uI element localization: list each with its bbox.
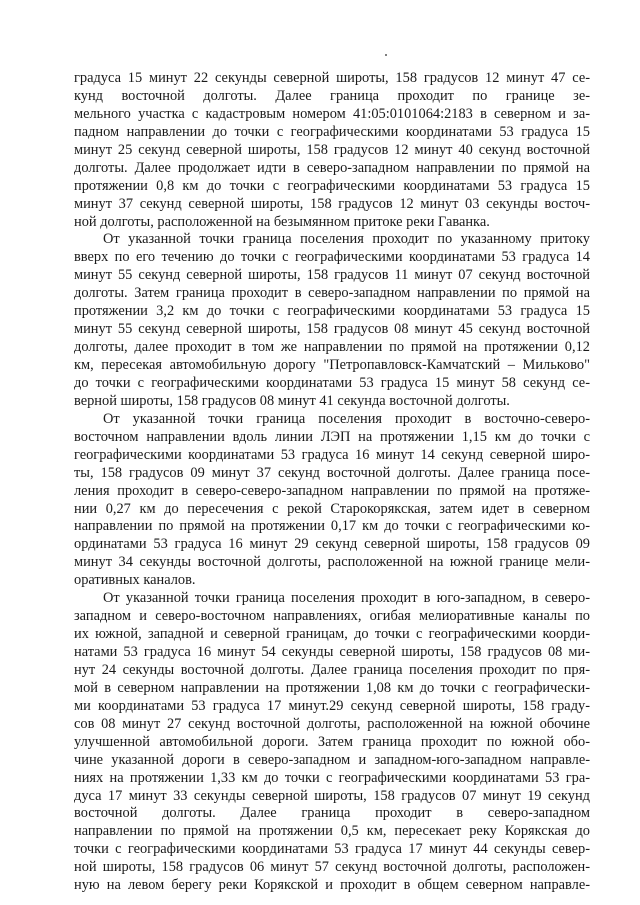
text-line: западном и северо-восточном направлениях, огибая мелиоративные каналы по	[74, 608, 590, 625]
text-line: долготы. Далее продолжает идти в северо-западном направлении по прямой на	[74, 159, 590, 176]
text-line: их южной, западной и северной границам, до точки с географическими коорди-	[74, 626, 590, 643]
text-line: восточном направлении вдоль линии ЛЭП на протяжении 1,15 км до точки с	[74, 428, 590, 445]
text-line: ниях на протяжении 1,33 км до точки с географическими координатами 53 гра-	[74, 769, 590, 786]
text-line: чине указанной дороги в северо-западном и западном-юго-западном направле-	[74, 751, 590, 768]
text-line: минут 55 секунд северной широты, 158 градусов 11 минут 07 секунд восточной	[74, 267, 590, 284]
text-line: натами 53 градуса 16 минут 54 секунды северной широты, 158 градусов 08 ми-	[74, 644, 590, 660]
text-line: долготы. Затем граница проходит в северо-западном направлении по прямой на	[74, 285, 590, 302]
text-line: протяжении 3,2 км до точки с географическими координатами 53 градуса 15	[74, 303, 590, 320]
text-line: восточной долготы. Далее граница проходит в северо-западном	[74, 805, 590, 822]
scan-speck	[385, 54, 387, 56]
text-line: минут 55 секунд северной широты, 158 градусов 08 минут 45 секунд восточной	[74, 321, 590, 338]
text-line: ления проходит в северо-северо-западном направлении по прямой на протяже-	[74, 482, 590, 499]
text-line: протяжении 0,8 км до точки с географическими координатами 53 градуса 15	[74, 177, 590, 194]
document-body	[74, 70, 590, 895]
text-line: ной широты, 158 градусов 06 минут 57 секунд восточной долготы, расположен-	[74, 859, 590, 876]
text-line: ты, 158 градусов 09 минут 37 секунд восточной долготы. Далее граница посе-	[74, 464, 590, 481]
paragraph	[74, 590, 590, 895]
text-line: вверх по его течению до точки с географическими координатами 53 градуса 14	[74, 249, 590, 266]
paragraph	[74, 231, 590, 410]
text-line: направлении по прямой на протяжении 0,17 км до точки с географическими ко-	[74, 518, 590, 535]
text-line: нут 24 секунды восточной долготы. Далее граница поселения проходит по пря-	[74, 661, 590, 678]
text-line: верной широты, 158 градусов 08 минут 41 секунда восточной долготы.	[74, 392, 510, 409]
text-line: оративных каналов.	[74, 572, 196, 589]
text-line: мой в северном направлении на протяжении 1,08 км до точки с географически-	[74, 679, 590, 696]
text-line: ную на левом берегу реки Корякской и проходит в общем северном направле-	[74, 877, 590, 894]
text-line: От указанной точки граница поселения проходит по указанному притоку	[103, 231, 590, 248]
text-line: сов 08 минут 27 секунд восточной долготы, расположенной на южной обочине	[74, 715, 590, 732]
text-line: ной долготы, расположенной на безымянном притоке реки Гаванка.	[74, 213, 490, 230]
text-line: мельного участка с кадастровым номером 41:05:0101064:2183 в северном и за-	[74, 105, 590, 122]
text-line: улучшенной автомобильной дороги. Затем граница проходит по южной обо-	[74, 733, 590, 750]
text-line: минут 25 секунд северной широты, 158 градусов 12 минут 40 секунд восточной	[74, 141, 590, 158]
text-line: От указанной точки граница поселения проходит в восточно-северо-	[103, 410, 590, 427]
text-line: минут 37 секунд северной широты, 158 градусов 12 минут 03 секунды восточ-	[74, 195, 590, 212]
paragraph	[74, 411, 590, 590]
text-line: нии 0,27 км до пересечения с рекой Старокорякская, затем идет в северном	[74, 500, 590, 517]
text-line: От указанной точки граница поселения проходит в юго-западном, в северо-	[103, 590, 590, 607]
text-line: географическими координатами 53 градуса 16 минут 14 секунд северной широ-	[74, 446, 590, 463]
text-line: ми координатами 53 градуса 17 минут.29 секунд северной широты, 158 граду-	[74, 697, 590, 714]
text-line: ординатами 53 градуса 16 минут 29 секунд северной широты, 158 градусов 09	[74, 536, 590, 553]
text-line: минут 34 секунды восточной долготы, расположенной на южной границе мели-	[74, 554, 590, 571]
text-line: долготы, далее проходит в том же направлении по прямой на протяжении 0,12	[74, 339, 590, 356]
text-line: точки с географическими координатами 53 градуса 17 минут 44 секунды север-	[74, 841, 590, 858]
text-line: км, пересекая автомобильную дорогу "Петропавловск-Камчатский – Мильково"	[74, 357, 590, 373]
text-line: до точки с географическими координатами 53 градуса 15 минут 58 секунд се-	[74, 374, 590, 391]
text-line: направлении по прямой на протяжении 0,5 км, пересекает реку Корякская до	[74, 823, 590, 840]
text-line: градуса 15 минут 22 секунды северной широты, 158 градусов 12 минут 47 се-	[74, 70, 590, 86]
text-line: падном направлении до точки с географическими координатами 53 градуса 15	[74, 123, 590, 140]
text-line: дуса 17 минут 33 секунды северной широты, 158 градусов 07 минут 19 секунд	[74, 787, 590, 804]
paragraph	[74, 70, 590, 231]
text-line: кунд восточной долготы. Далее граница проходит по границе зе-	[74, 87, 590, 104]
